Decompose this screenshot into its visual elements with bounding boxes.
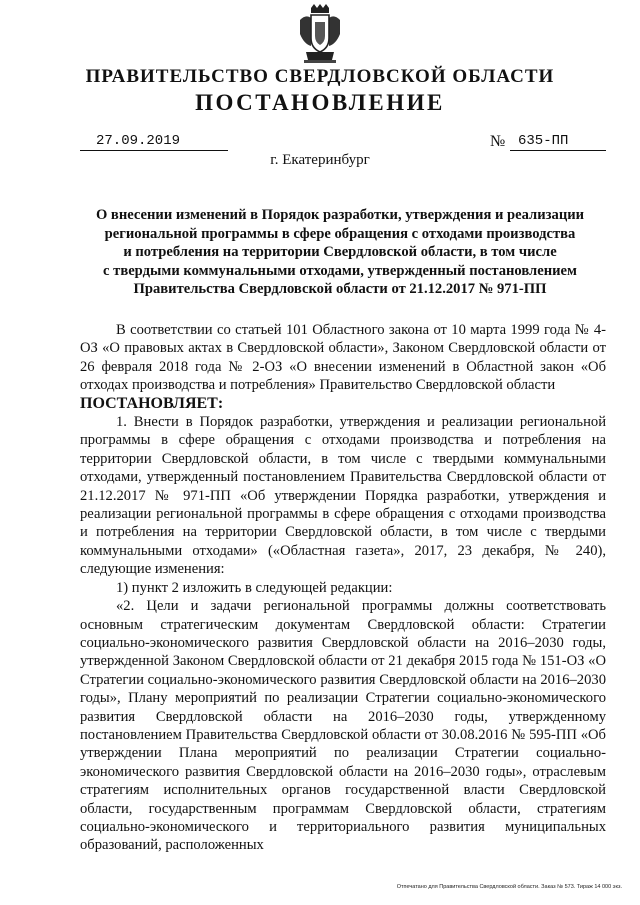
title-line: региональной программы в сфере обращения с отходами производства [104, 225, 576, 242]
organization-name: ПРАВИТЕЛЬСТВО СВЕРДЛОВСКОЙ ОБЛАСТИ [85, 66, 555, 87]
document-title [80, 206, 600, 299]
item-1-paragraph: 1. Внести в Порядок разработки, утверждения и реализации региональной программы в сфере обращения с отходами производства и потребления на территории Свердловской области, в том числе с твердыми коммунальными отходами, утвержденный постановлением Правительства Свердловской области от 21.12.2017 № 971-ПП «Об утверждении Порядка разработки, утверждения и реализации региональной программы в сфере обращения с отходами производства и потребления на территории Свердловской области, в том числе с твердыми коммунальными отходами» («Областная газета», 2017, 23 декабря, № 240), следующие изменения: [80, 414, 606, 578]
city: г. Екатеринбург [270, 152, 370, 168]
date-field [80, 133, 228, 151]
title-line: с твердыми коммунальными отходами, утвержденный постановлением [103, 262, 577, 279]
document-type: ПОСТАНОВЛЕНИЕ [195, 90, 445, 115]
quoted-paragraph: «2. Цели и задачи региональной программы должны соответствовать основным стратегическим документам Свердловской области: Стратегии социально-экономического развития Свердловской области на 2016–2030 годы, утвержденной Законом Свердловской области от 21 декабря 2015 года № 151-ОЗ «О Стратегии социально-экономического развития Свердловской области на 2016–2030 годы», Плану мероприятий по реализации Стратегии социально-экономического развития Свердловской области на 2016–2030 годы, утвержденному постановлением Правительства Свердловской области от 30.08.2016 № 595-ПП «Об утверждении Плана мероприятий по реализации Стратегии социально-экономического развития Свердловской области на 2016–2030 годы», отраслевым стратегиям исполнительных органов государственной власти Свердловской области, государственным программам Свердловской области, стратегиям социально-экономического и территориального развития муниципальных образований, расположенных [80, 598, 606, 854]
decree-heading: ПОСТАНОВЛЯЕТ: [80, 394, 224, 412]
subitem-1-paragraph: 1) пункт 2 изложить в следующей редакции: [116, 579, 393, 596]
document-body [80, 321, 606, 855]
document-date: 27.09.2019 [96, 133, 181, 149]
number-field [510, 133, 606, 151]
title-line: О внесении изменений в Порядок разработки, утверждения и реализации [95, 207, 585, 223]
print-footer: Отпечатано для Правительства Свердловской области. Заказ № 573. Тираж 14 000 экз. [396, 884, 622, 890]
number-label: № [490, 133, 506, 150]
document-number: 635-ПП [518, 133, 569, 149]
intro-paragraph: В соответствии со статьей 101 Областного закона от 10 марта 1999 года № 4-ОЗ «О правовых актах в Свердловской области», Законом Свердловской области от 26 февраля 2018 года № 2-ОЗ «О внесении изменений в Областной закон «Об отходах производства и потребления» Правительство Свердловской области [80, 322, 606, 394]
coat-of-arms-emblem [296, 4, 344, 64]
title-line: Правительства Свердловской области от 21.12.2017 № 971-ПП [133, 281, 547, 297]
title-line: и потребления на территории Свердловской области, в том числе [123, 244, 557, 260]
